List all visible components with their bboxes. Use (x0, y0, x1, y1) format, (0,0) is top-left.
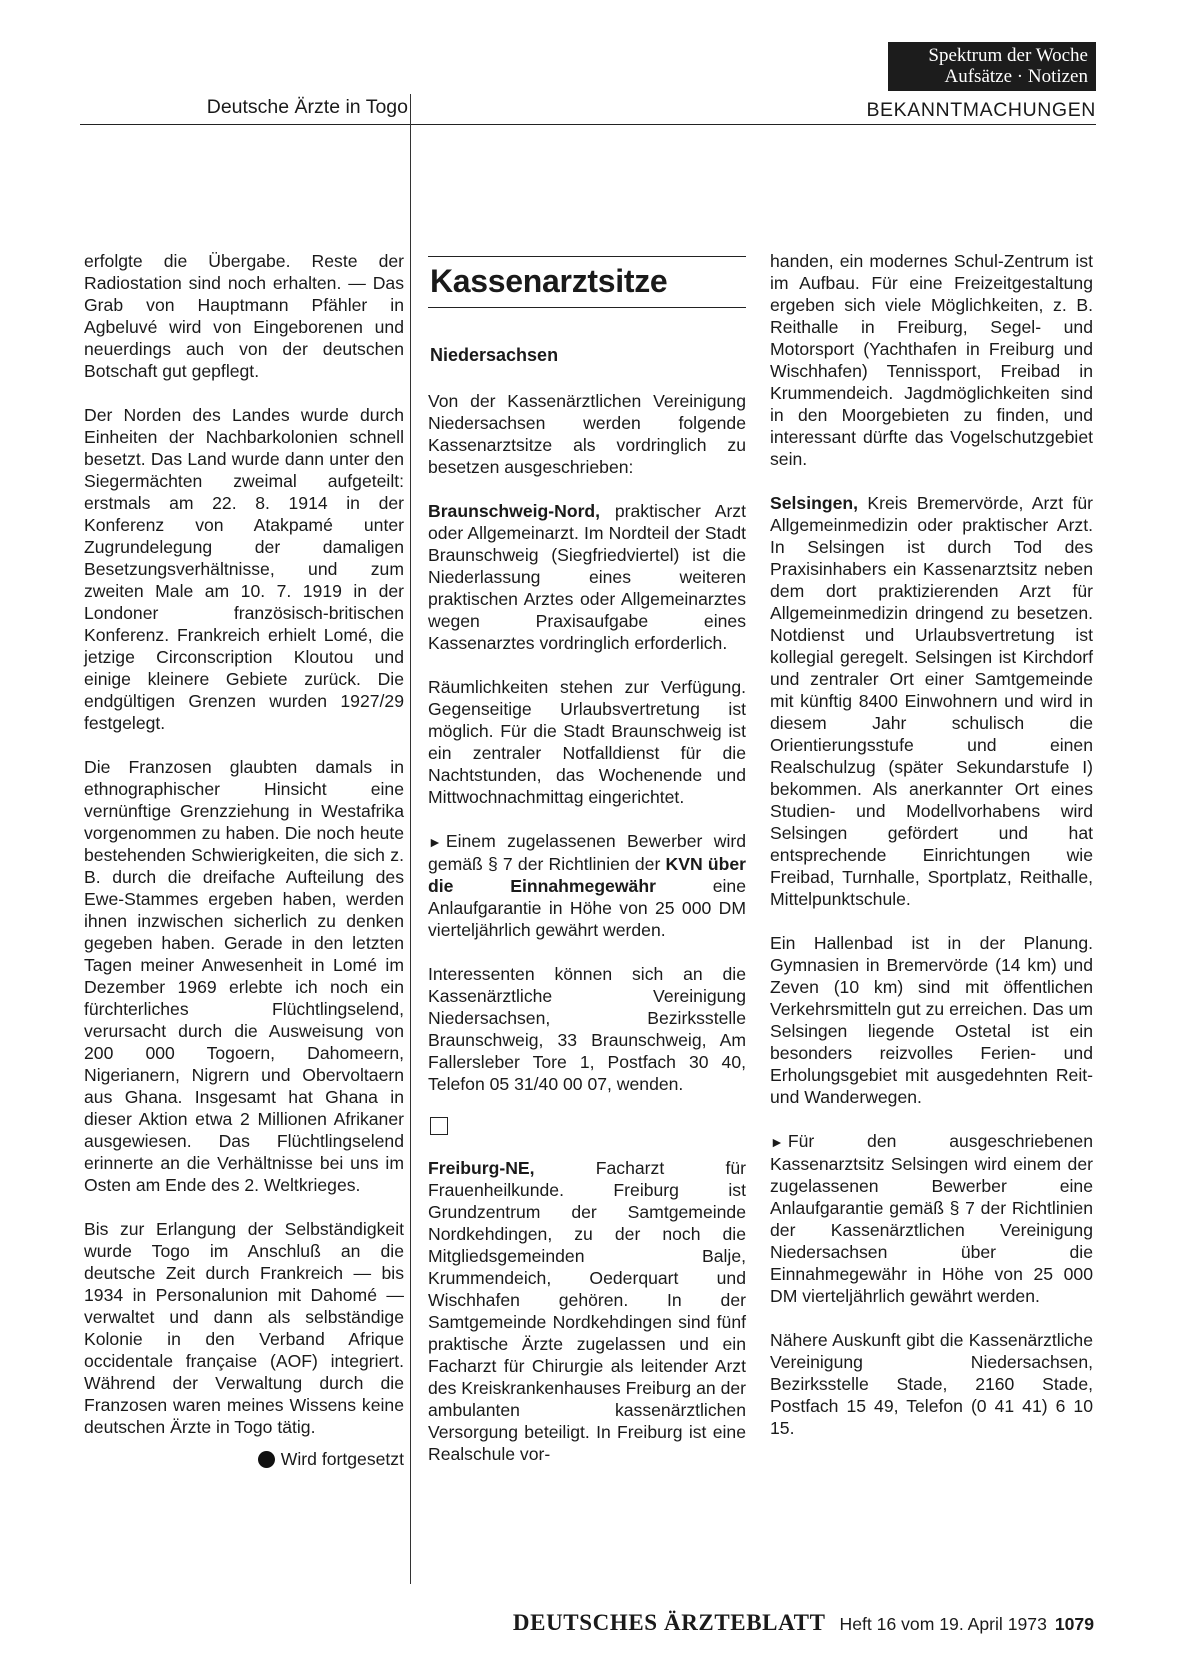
guarantee-paragraph (428, 830, 746, 941)
listing-selsingen (770, 492, 1093, 910)
right-running-head: BEKANNTMACHUNGEN (866, 99, 1096, 121)
listing-text: Facharzt für Frauenheilkunde. Freiburg ist Grundzentrum der Samtgemeinde Nordkehdingen, zu der noch die Mitgliedsgemeinden Balje, Krummendeich, Oederquart und Wischhafen gehören. In der Samtgemeinde Nordkehdingen sind fünf praktische Ärzte zugelassen und ein Facharzt für Chirurgie als leitender Arzt des Kreiskrankenhauses Freiburg an der ambulanten kassenärztlichen Versorgung beteiligt. In Freiburg ist eine Realschule vor- (428, 1158, 746, 1464)
page-number: 1079 (1054, 1614, 1094, 1634)
column-divider (410, 94, 411, 1584)
header-rule (80, 124, 1096, 125)
left-running-head: Deutsche Ärzte in Togo (206, 96, 408, 118)
separator-box-icon (430, 1117, 448, 1135)
page-footer (513, 1610, 1094, 1636)
listing-text: Kreis Bremervörde, Arzt für Allgemeinmedizin oder praktischer Arzt. In Selsingen ist durch Tod des Praxisinhabers ein Kassenarztsitz neben dem dort praktizierenden Arzt für Allgemeinmedizin dringend zu besetzen. Notdienst und Urlaubsvertretung ist kollegial geregelt. Selsingen ist Kirchdorf und zentraler Ort einer Samtgemeinde mit künftig 8400 Einwohnern und wird in diesem Jahr schulisch die Orientierungsstufe und einen Realschulzug (später Sekundarstufe I) bekommen. Als anerkannter Ort eines Studien- und Modellvorhabens wird Selsingen gefördert und hat entsprechende Einrichtungen wie Freibad, Turnhalle, Sportplatz, Reithalle, Mittelpunktschule. (770, 493, 1093, 909)
guarantee-text-b: eine Anlaufgarantie in Höhe von 25 000 DM vierteljährlich gewährt werden. (428, 876, 747, 940)
announcement-column-1 (428, 256, 746, 1487)
listing-heading: Selsingen, (770, 493, 858, 513)
paragraph: Der Norden des Landes wurde durch Einheiten der Nachbarkolonien schnell besetzt. Das Land wurde dann unter den Siegermächten zweimal aufgeteilt: erstmals am 22. 8. 1914 in der Konferenz von Atakpamé unter Zugrundelegung der damaligen Besetzungsverhältnisse, und zum zweiten Male am 10. 7. 1919 in der Londoner französisch-britischen Konferenz. Frankreich erhielt Lomé, die jetzige Circonscription Kloutou und einige kleinere Gebiete zurück. Die endgültigen Grenzen wurden 1927/29 festgelegt. (84, 405, 404, 733)
issue-info: Heft 16 vom 19. April 1973 (839, 1614, 1047, 1634)
listing-heading: Braunschweig-Nord, (428, 501, 601, 521)
article-title: Kassenarztsitze (428, 256, 746, 308)
arrow-right-icon: ► (428, 834, 442, 850)
section-box-line-1: Spektrum der Woche (928, 45, 1088, 66)
guarantee-paragraph (770, 1130, 1093, 1307)
paragraph: Ein Hallenbad ist in der Planung. Gymnasien in Bremervörde (14 km) und Zeven (10 km) sind mit öffentlichen Verkehrsmitteln gut zu erreichen. Das um Selsingen liegende Ostetal ist ein besonders reizvolles Ferien- und Erholungsgebiet mit ausgedehnten Reit- und Wanderwegen. (770, 933, 1093, 1107)
journal-name: DEUTSCHES ÄRZTEBLATT (512, 1610, 826, 1635)
paragraph: Die Franzosen glaubten damals in ethnographischer Hinsicht eine vernünftige Grenzziehung in Westafrika vorgenommen zu haben. Die noch heute bestehenden Schwierigkeiten, die sich z. B. durch die dreifache Aufteilung des Ewe-Stammes ergeben haben, werden ihnen inzwischen sicherlich zu denken gegeben haben. Gerade in den letzten Tagen meiner Anwesenheit in Lomé im Dezember 1969 erlebte ich noch ein fürchterliches Flüchtlingselend, verursacht durch die Ausweisung von 200 000 Togoern, Dahomeern, Nigerianern, Nigrern und Obervoltaern aus Ghana. Insgesamt hat Ghana in dieser Aktion etwa 2 Millionen Afrikaner ausgewiesen. Das Flüchtlingselend erinnerte an die Verhältnisse bei uns im Osten am Ende des 2. Weltkrieges. (84, 757, 404, 1195)
paragraph: handen, ein modernes Schul-Zentrum ist im Aufbau. Für eine Freizeitgestaltung ergeben sich viele Möglichkeiten, z. B. Reithalle in Freiburg, Segel- und Motorsport (Yachthafen in Freiburg und Wischhafen) Tennissport, Freibad in Krummendeich. Jagdmöglichkeiten sind in den Moorgebieten zu finden, und interessant dürfte das Vogelschutzgebiet sein. (770, 251, 1093, 469)
listing-freiburg (428, 1157, 746, 1465)
continued-note (84, 1448, 404, 1470)
continued-label: Wird fortgesetzt (280, 1449, 404, 1469)
article-column-togo (84, 250, 404, 1470)
listing-heading: Freiburg-NE, (428, 1158, 535, 1178)
announcement-column-2 (770, 250, 1093, 1461)
listing-braunschweig (428, 500, 746, 654)
listing-text: praktischer Arzt oder Allgemeinarzt. Im Nordteil der Stadt Braunschweig (Siegfriedviertel) ist die Niederlassung eines weiteren praktischen Arztes oder Allgemeinarztes wegen Praxisaufgabe eines Kassenarztes vordringlich erforderlich. (428, 501, 746, 653)
section-box-line-2: Aufsätze · Notizen (944, 66, 1088, 87)
guarantee-text-a: Einem zugelassenen Bewerber wird gemäß § 7 der Richtlinien der (428, 831, 746, 874)
contact-paragraph: Interessenten können sich an die Kassenärztliche Vereinigung Niedersachsen, Bezirksstelle Braunschweig, 33 Braunschweig, Am Fallersleber Tore 1, Postfach 30 40, Telefon 05 31/40 00 07, wenden. (428, 964, 746, 1094)
paragraph: Bis zur Erlangung der Selbständigkeit wurde Togo im Anschluß an die deutsche Zeit durch Frankreich — bis 1934 in Personalunion mit Dahomé — verwaltet und dann als selbständige Kolonie in den Verband Afrique occidentale française (AOF) integriert. Während der Verwaltung durch die Franzosen waren meines Wissens keine deutschen Ärzte in Togo tätig. (84, 1219, 404, 1437)
journal-section-box (888, 42, 1096, 91)
region-heading: Niedersachsen (430, 345, 559, 365)
paragraph: erfolgte die Übergabe. Reste der Radiostation sind noch erhalten. — Das Grab von Hauptmann Pfähler in Agbeluvé wird von Eingeborenen und neuerdings auch von der deutschen Botschaft gut gepflegt. (84, 251, 404, 381)
bullet-dot-icon (258, 1451, 275, 1468)
guarantee-bold: KVN über die Einnahmegewähr (428, 854, 746, 896)
guarantee-text: Für den ausgeschriebenen Kassenarztsitz Selsingen wird einem der zugelassenen Bewerber eine Anlaufgarantie gemäß § 7 der Richtlinien der Kassenärztlichen Vereinigung Niedersachsen über die Einnahmegewähr in Höhe von 25 000 DM vierteljährlich gewährt werden. (770, 1131, 1093, 1306)
paragraph: Räumlichkeiten stehen zur Verfügung. Gegenseitige Urlaubsvertretung ist möglich. Für die Stadt Braunschweig ist ein zentraler Notfalldienst für die Nachtstunden, das Wochenende und Mittwochnachmittag eingerichtet. (428, 677, 746, 807)
contact-paragraph: Nähere Auskunft gibt die Kassenärztliche Vereinigung Niedersachsen, Bezirksstelle Stade, 2160 Stade, Postfach 15 49, Telefon (0 41 41) 6 10 15. (770, 1330, 1093, 1438)
intro-paragraph: Von der Kassenärztlichen Vereinigung Niedersachsen werden folgende Kassenarztsitze als vordringlich zu besetzen ausgeschrieben: (428, 391, 746, 477)
arrow-right-icon: ► (770, 1134, 784, 1150)
